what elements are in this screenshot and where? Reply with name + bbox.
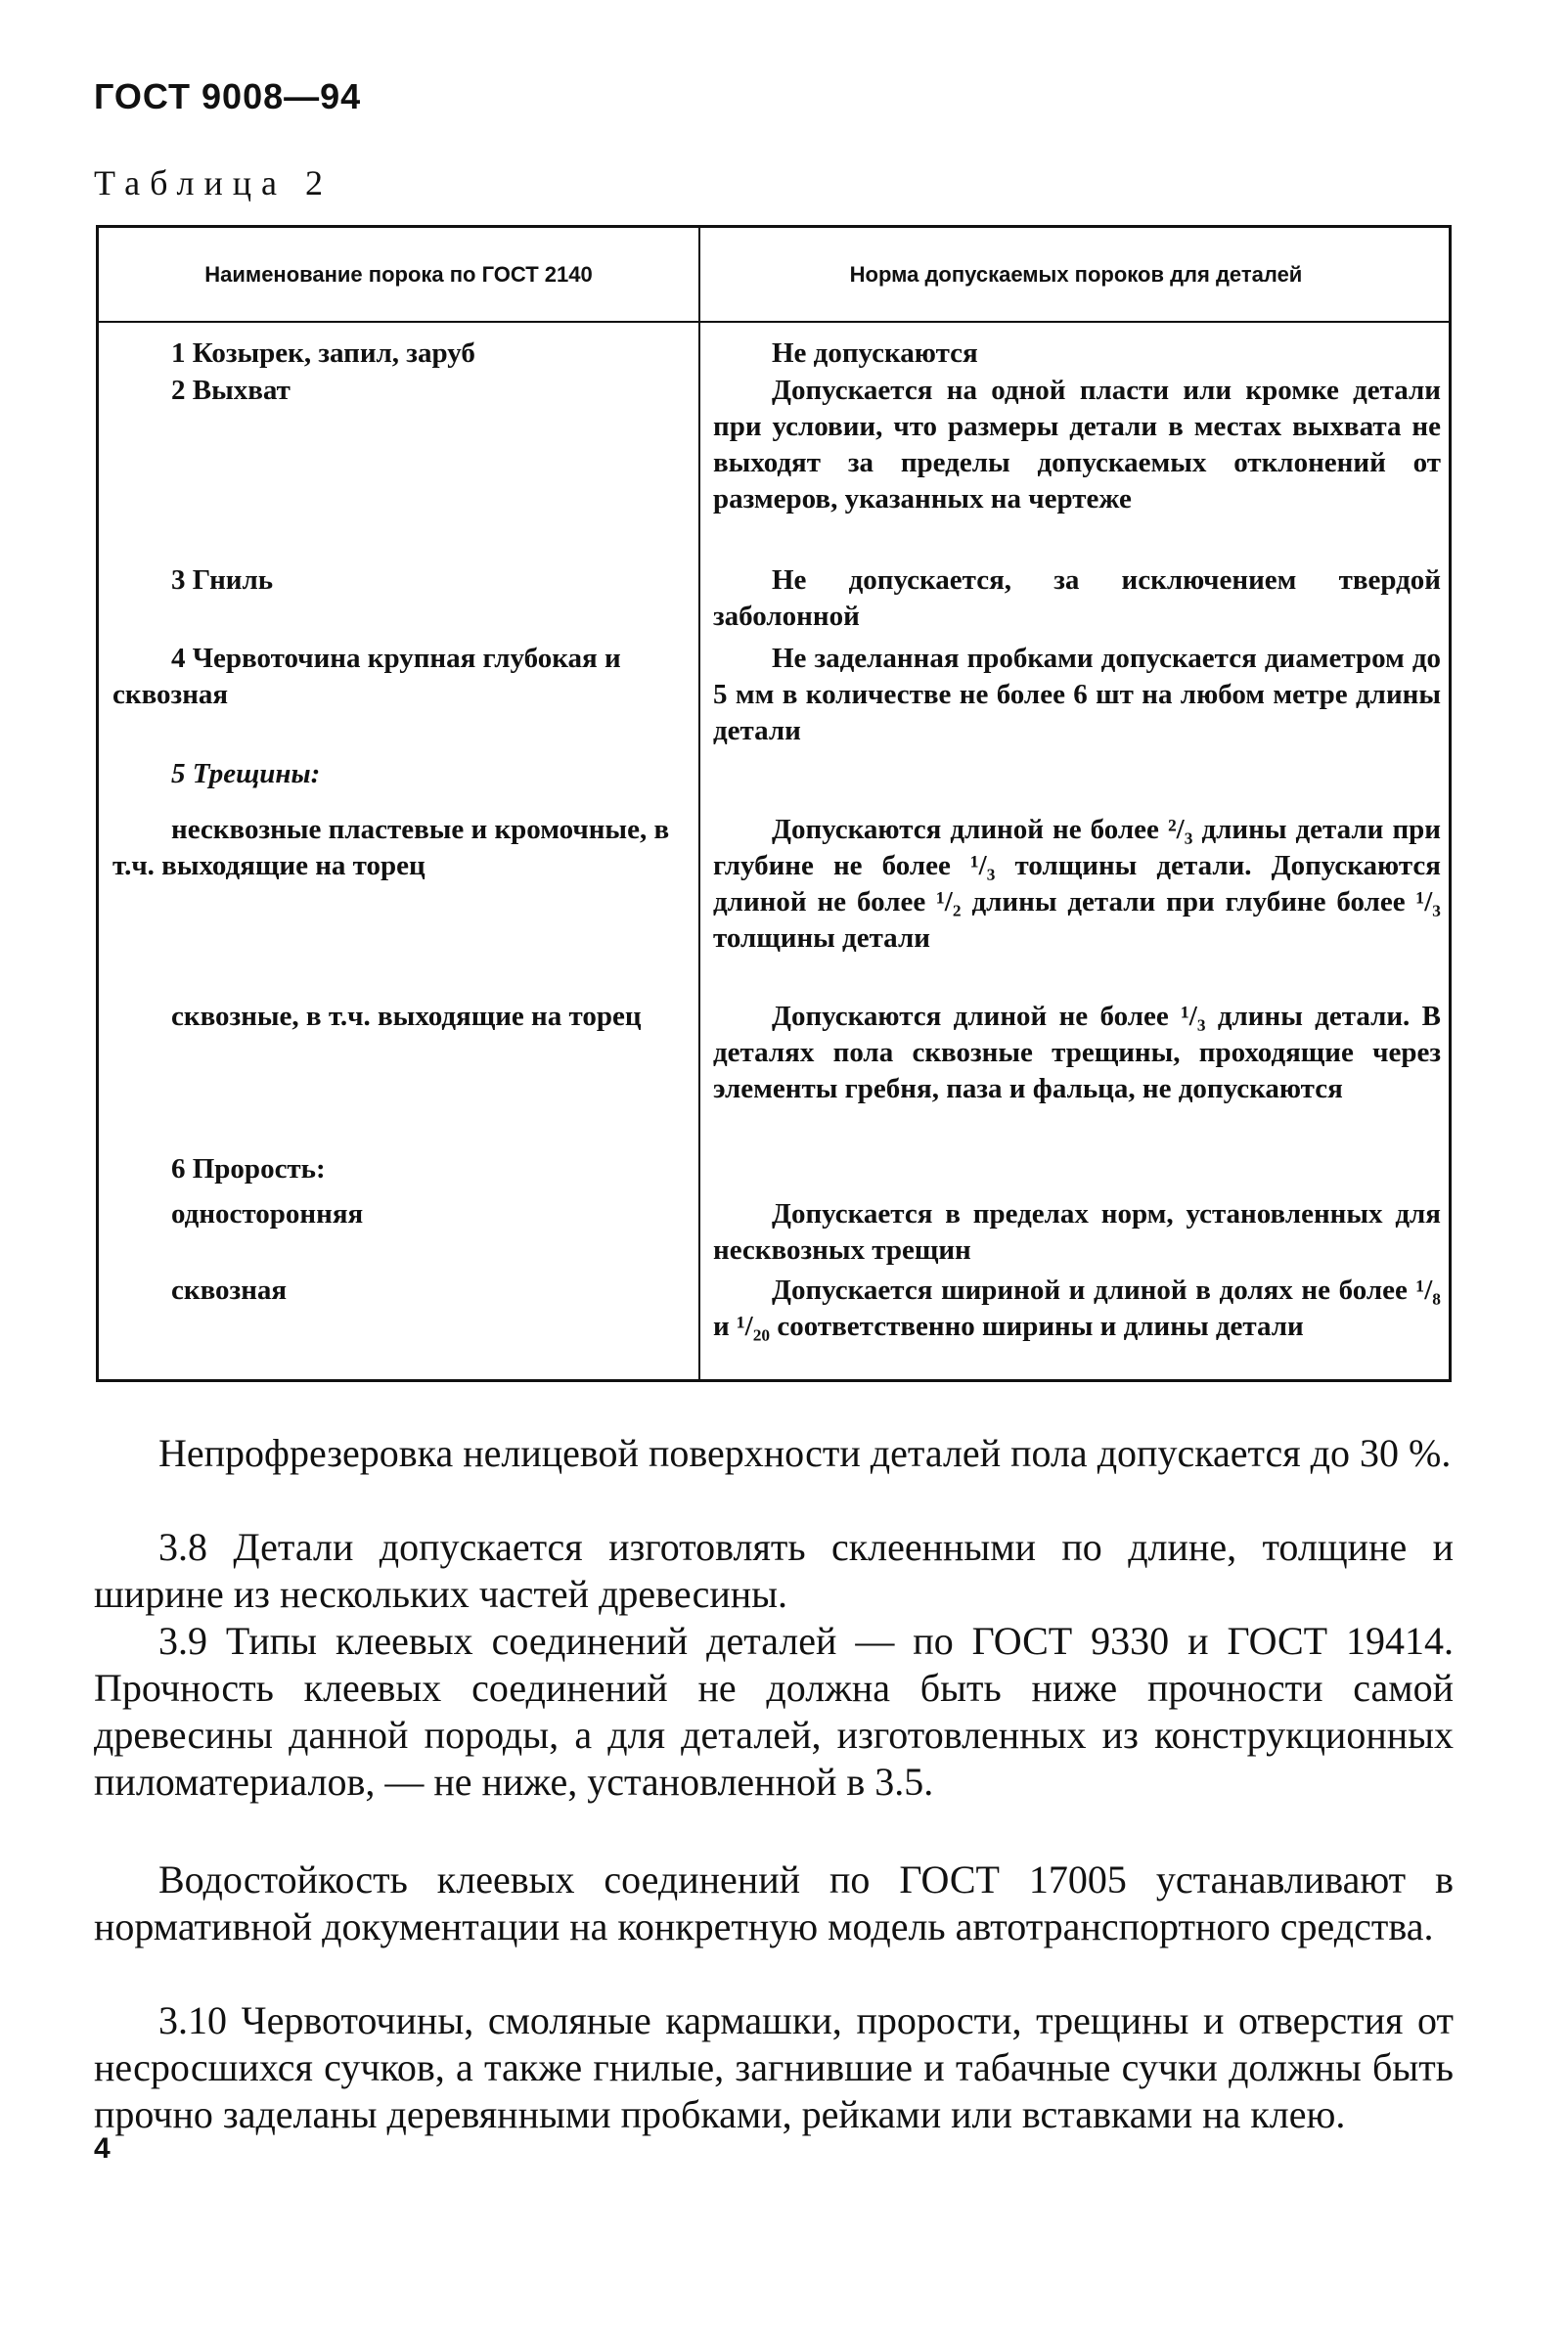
paragraph: Водостойкость клеевых соединений по ГОСТ 17005 устанавливают в нормативной документации на конкретную модель автотранспортного средства. bbox=[94, 1857, 1454, 1948]
paragraph: Непрофрезеровка нелицевой поверхности деталей пола допускается до 30 %. bbox=[158, 1431, 1452, 1475]
table-cell-norm: Не заделанная пробками допускается диаметром до 5 мм в количестве не более 6 шт на любом метре длины детали bbox=[713, 643, 1441, 746]
table-cell-norm: Не допускаются bbox=[772, 337, 978, 369]
table-cell-defect: 2 Выхват bbox=[171, 375, 291, 406]
document-id: ГОСТ 9008—94 bbox=[94, 76, 362, 116]
table-cell-norm: Допускаются длиной не более ²/₃ длины детали при глубине не более ¹/₃ толщины детали. Допускаются длиной не более ¹/₂ длины детали при глубине более ¹/₃ толщины детали bbox=[713, 814, 1441, 954]
table-cell-defect: несквозные пластевые и кромочные, в т.ч. выходящие на торец bbox=[112, 814, 670, 881]
column-header-defect: Наименование порока по ГОСТ 2140 bbox=[204, 261, 593, 287]
table-cell-defect: 6 Прорость: bbox=[171, 1153, 326, 1185]
table-cell-norm: Допускается в пределах норм, установленных для несквозных трещин bbox=[713, 1198, 1441, 1266]
table-cell-norm: Допускается на одной пласти или кромке детали при условии, что размеры детали в местах выхвата не выходят за пределы допускаемых отклонений от размеров, указанных на чертеже bbox=[713, 375, 1441, 515]
table-cell-defect: 3 Гниль bbox=[171, 564, 274, 596]
table-cell-defect: 4 Червоточина крупная глубокая и сквозная bbox=[112, 643, 621, 710]
paragraph: 3.10 Червоточины, смоляные кармашки, прорости, трещины и отверстия от несросшихся сучков, а также гнилые, загнившие и табачные сучки должны быть прочно заделаны деревянными пробками, рейками или вставками на клею. bbox=[94, 1998, 1454, 2136]
table-cell-norm: Допускаются длиной не более ¹/₃ длины детали. В деталях пола сквозные трещины, проходящие через элементы гребня, паза и фальца, не допускаются bbox=[713, 1001, 1441, 1104]
paragraph: 3.9 Типы клеевых соединений деталей — по ГОСТ 9330 и ГОСТ 19414. Прочность клеевых соединений не должна быть ниже прочности самой древесины данной породы, а для деталей, изготовленных из конструкционных пиломатериалов, — не ниже, установленной в 3.5. bbox=[94, 1619, 1454, 1804]
table-cell-defect: 1 Козырек, запил, заруб bbox=[171, 337, 475, 369]
table-cell-defect: сквозная bbox=[171, 1275, 288, 1306]
table-cell-norm: Допускается шириной и длиной в долях не более ¹/₈ и ¹/₂₀ соответственно ширины и длины детали bbox=[713, 1275, 1441, 1342]
table-cell-norm: Не допускается, за исключением твердой заболонной bbox=[713, 564, 1441, 632]
paragraph: 3.8 Детали допускается изготовлять склеенными по длине, толщине и ширине из нескольких частей древесины. bbox=[94, 1525, 1454, 1616]
table-cell-defect: 5 Трещины: bbox=[171, 758, 321, 789]
table-caption: Таблица 2 bbox=[94, 163, 333, 202]
table-cell-defect: односторонняя bbox=[171, 1198, 364, 1230]
column-header-norm: Норма допускаемых пороков для деталей bbox=[849, 261, 1303, 287]
column-divider bbox=[698, 228, 700, 1379]
defects-table bbox=[96, 225, 1452, 1382]
table-cell-defect: сквозные, в т.ч. выходящие на торец bbox=[171, 1001, 642, 1032]
page-number: 4 bbox=[94, 2132, 111, 2165]
header-divider bbox=[99, 321, 1449, 323]
